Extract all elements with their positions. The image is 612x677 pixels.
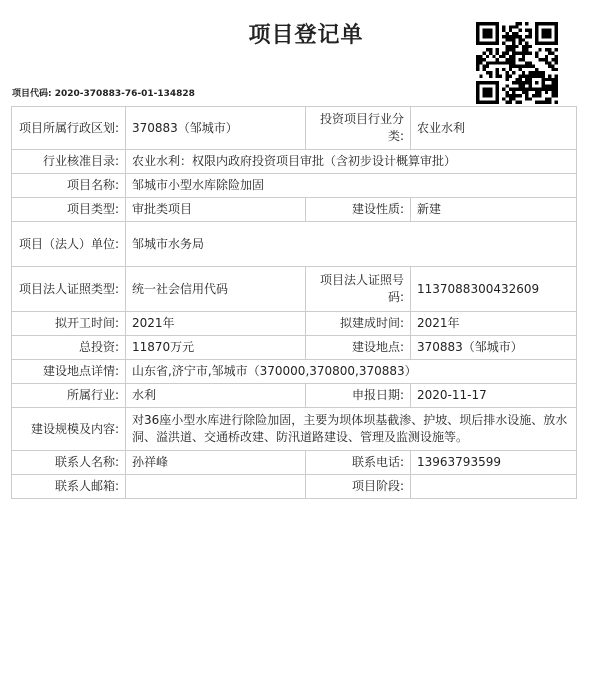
table-row <box>12 312 577 336</box>
industry-label: 所属行业: <box>12 384 126 408</box>
registration-table <box>11 106 577 499</box>
table-row <box>12 267 577 312</box>
contact-email-label: 联系人邮箱: <box>12 475 126 499</box>
project-code-value: 2020-370883-76-01-134828 <box>54 89 195 99</box>
contact-phone-label: 联系电话: <box>306 451 411 475</box>
table-row <box>12 384 577 408</box>
table-row <box>12 451 577 475</box>
project-name-value: 邹城市小型水库除险加固 <box>126 174 577 198</box>
table-row <box>12 475 577 499</box>
industry-category-label: 投资项目行业分类: <box>306 107 411 150</box>
catalog-label: 行业核准目录: <box>12 150 126 174</box>
site-label: 建设地点: <box>306 336 411 360</box>
site-value: 370883（邹城市） <box>411 336 577 360</box>
scale-content-label: 建设规模及内容: <box>12 408 126 451</box>
contact-email-value <box>126 475 306 499</box>
apply-date-label: 申报日期: <box>306 384 411 408</box>
table-row <box>12 198 577 222</box>
table-row <box>12 360 577 384</box>
construction-nature-value: 新建 <box>411 198 577 222</box>
legal-unit-label: 项目（法人）单位: <box>12 222 126 267</box>
project-stage-label: 项目阶段: <box>306 475 411 499</box>
cert-number-value: 1137088300432609 <box>411 267 577 312</box>
table-row <box>12 174 577 198</box>
catalog-value: 农业水利：权限内政府投资项目审批（含初步设计概算审批） <box>126 150 577 174</box>
contact-name-value: 孙祥峰 <box>126 451 306 475</box>
project-type-value: 审批类项目 <box>126 198 306 222</box>
legal-unit-value: 邹城市水务局 <box>126 222 577 267</box>
contact-name-label: 联系人名称: <box>12 451 126 475</box>
investment-label: 总投资: <box>12 336 126 360</box>
scale-content-value: 对36座小型水库进行除险加固，主要为坝体坝基截渗、护坡、坝后排水设施、放水洞、溢洪道、交通桥改建、防汛道路建设、管理及监测设施等。 <box>126 408 577 451</box>
qr-code-icon <box>476 22 558 104</box>
start-time-label: 拟开工时间: <box>12 312 126 336</box>
site-detail-value: 山东省,济宁市,邹城市（370000,370800,370883） <box>126 360 577 384</box>
site-detail-label: 建设地点详情: <box>12 360 126 384</box>
cert-type-value: 统一社会信用代码 <box>126 267 306 312</box>
project-type-label: 项目类型: <box>12 198 126 222</box>
page-title: 项目登记单 <box>248 23 364 48</box>
finish-time-label: 拟建成时间: <box>306 312 411 336</box>
industry-value: 水利 <box>126 384 306 408</box>
finish-time-value: 2021年 <box>411 312 577 336</box>
project-code-label: 项目代码: <box>12 89 52 99</box>
cert-type-label: 项目法人证照类型: <box>12 267 126 312</box>
investment-value: 11870万元 <box>126 336 306 360</box>
apply-date-value: 2020-11-17 <box>411 384 577 408</box>
contact-phone-value: 13963793599 <box>411 451 577 475</box>
project-stage-value <box>411 475 577 499</box>
start-time-value: 2021年 <box>126 312 306 336</box>
construction-nature-label: 建设性质: <box>306 198 411 222</box>
table-row <box>12 107 577 150</box>
table-row <box>12 150 577 174</box>
project-code <box>12 86 195 99</box>
table-row <box>12 222 577 267</box>
cert-number-label: 项目法人证照号码: <box>306 267 411 312</box>
industry-category-value: 农业水利 <box>411 107 577 150</box>
table-row <box>12 408 577 451</box>
area-value: 370883（邹城市） <box>126 107 306 150</box>
area-label: 项目所属行政区划: <box>12 107 126 150</box>
table-row <box>12 336 577 360</box>
project-name-label: 项目名称: <box>12 174 126 198</box>
